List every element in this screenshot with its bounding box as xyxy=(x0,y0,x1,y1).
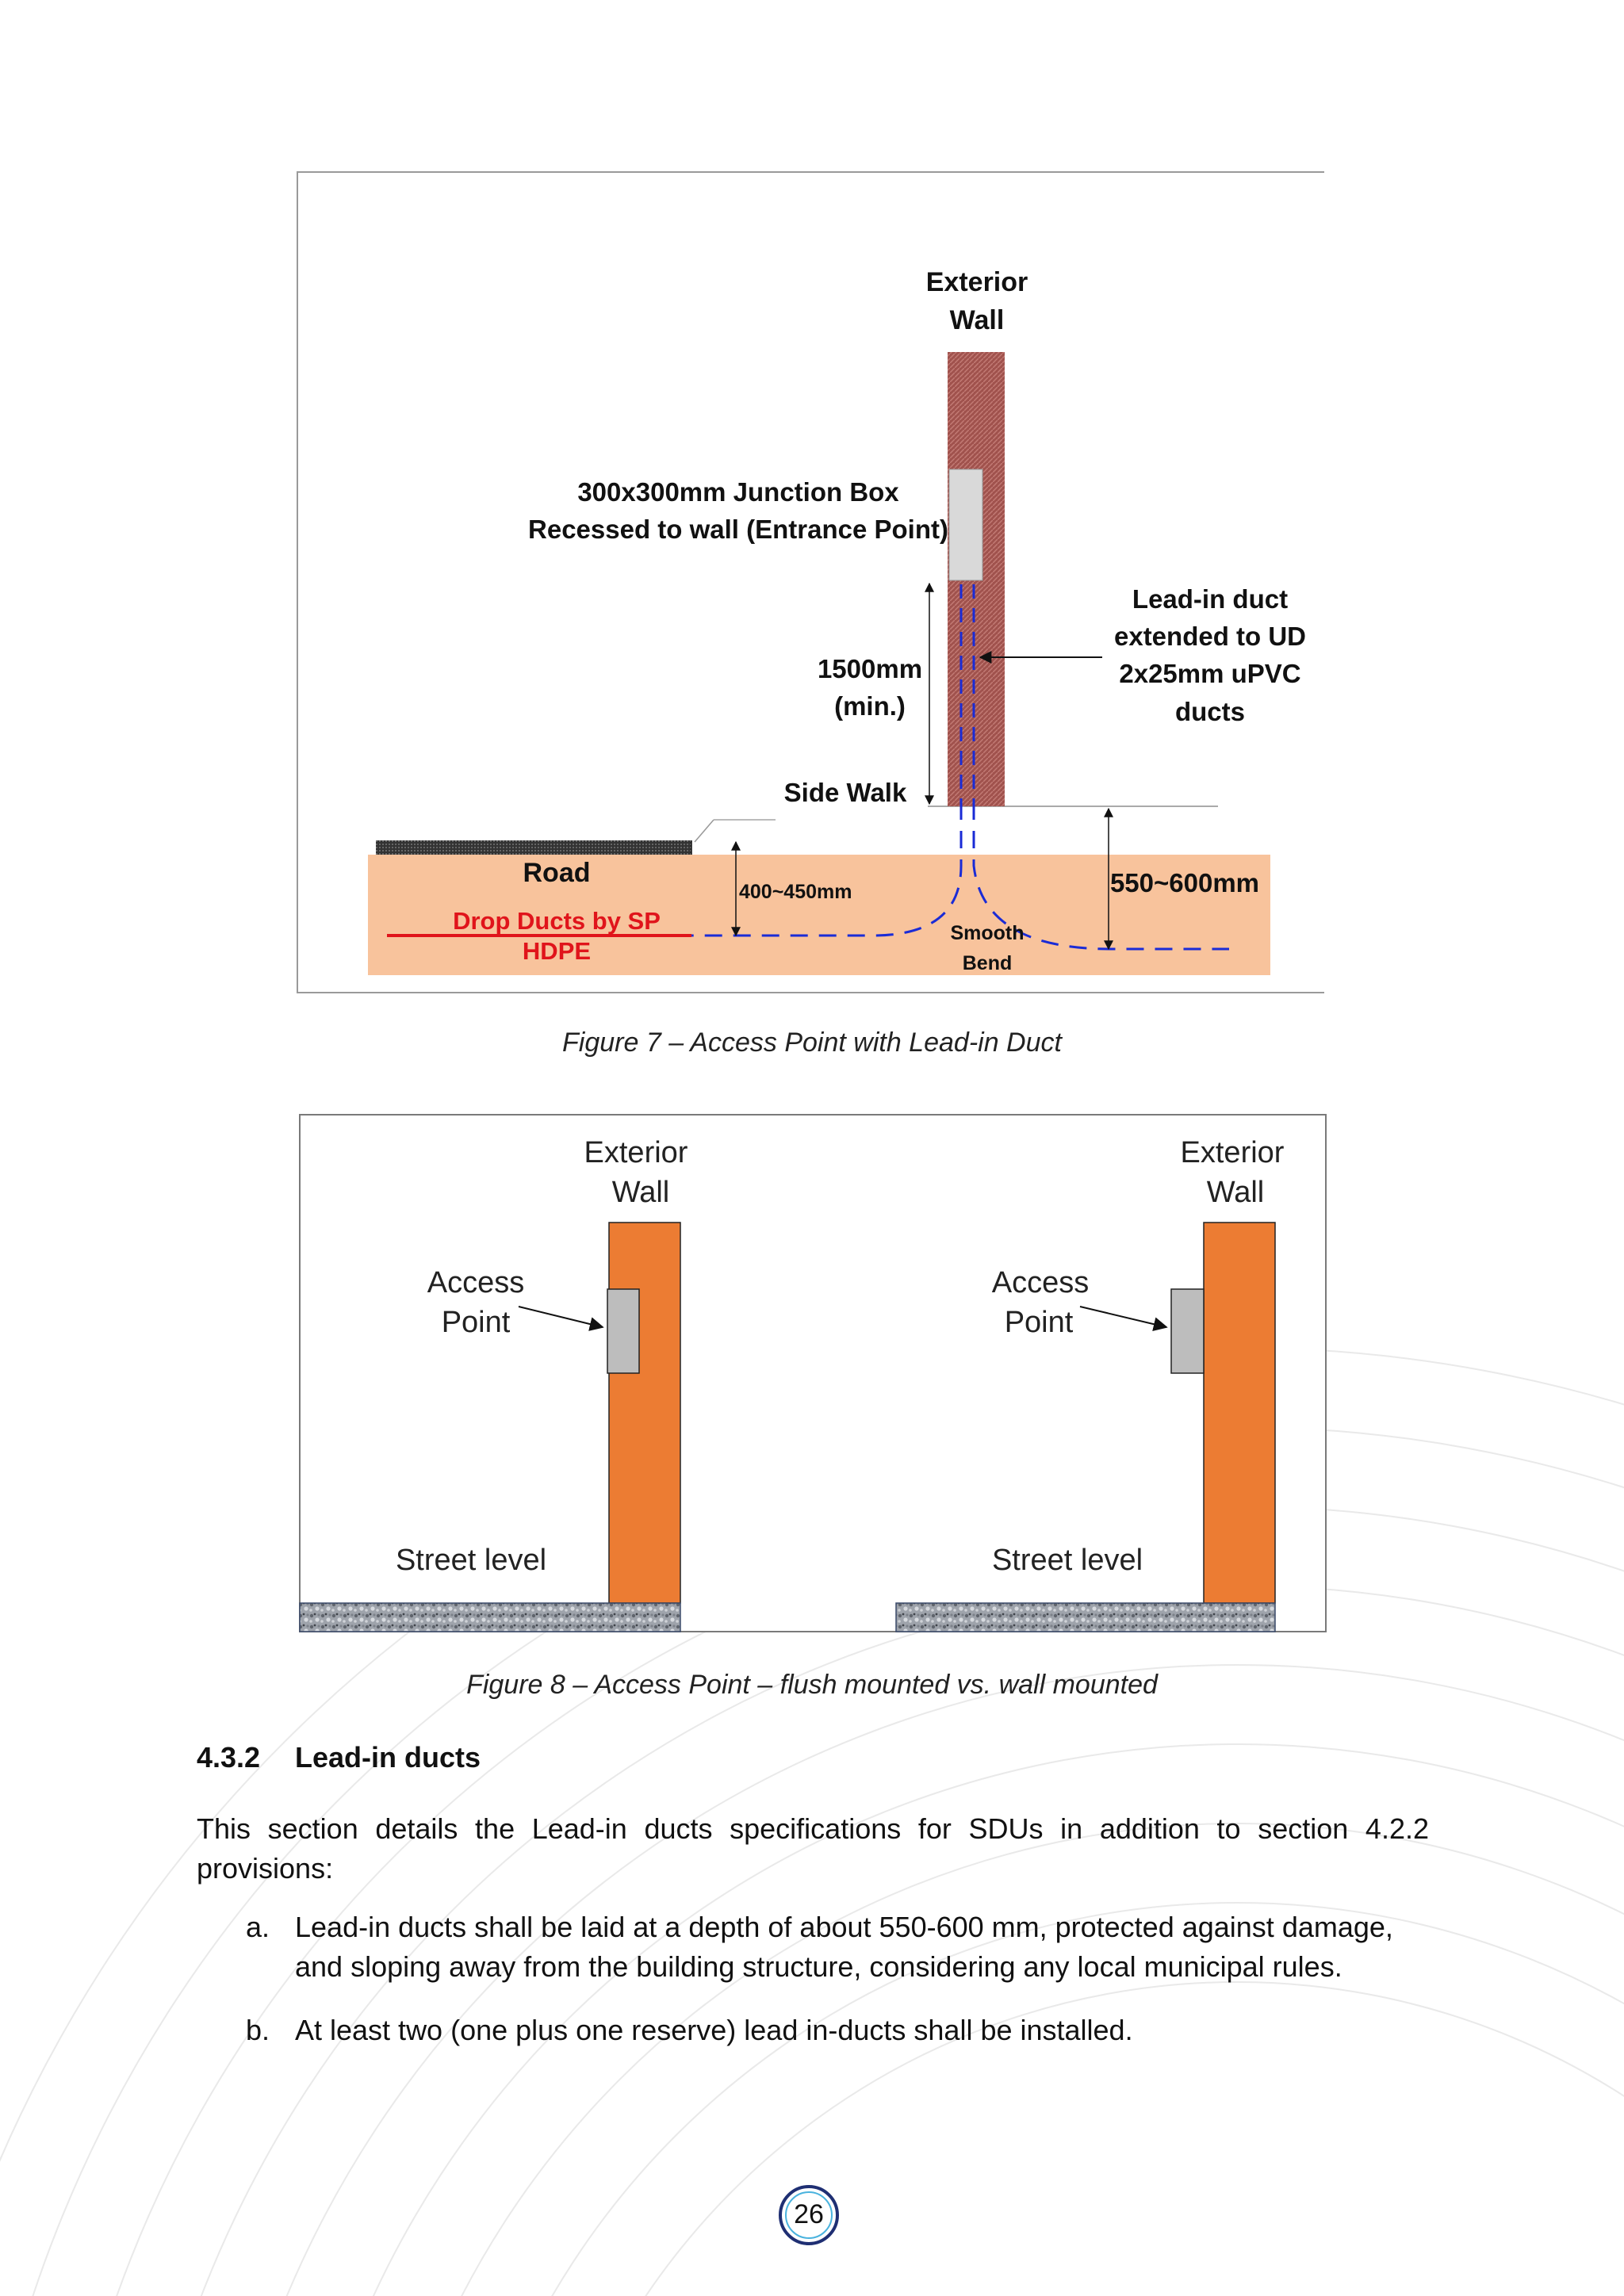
smooth-bend-label-2: Bend xyxy=(962,952,1013,974)
drop-ducts-label-1: Drop Ducts by SP xyxy=(453,907,661,935)
left-street-level xyxy=(300,1603,680,1632)
page-number: 26 xyxy=(779,2185,839,2245)
junction-box-label-1: 300x300mm Junction Box xyxy=(577,477,899,507)
road-label: Road xyxy=(523,858,591,888)
leadin-label-2: extended to UD xyxy=(1113,622,1307,651)
list-marker: a. xyxy=(246,1911,270,1943)
exterior-wall-label-1: Exterior xyxy=(925,267,1028,297)
junction-box xyxy=(949,469,982,580)
list-item-text: At least two (one plus one reserve) lead in-ducts shall be installed. xyxy=(295,2014,1133,2046)
section-number: 4.3.2 xyxy=(197,1741,261,1774)
depth-large-label: 550~600mm xyxy=(1109,868,1260,897)
leadin-label-4: ducts xyxy=(1174,697,1246,726)
section-heading xyxy=(197,1741,481,1774)
left-exterior-wall xyxy=(609,1223,680,1603)
left-access-label-2: Point xyxy=(441,1306,511,1339)
left-wall-label-1: Exterior xyxy=(584,1136,688,1169)
list-item xyxy=(246,2011,1435,2050)
list-marker: b. xyxy=(246,2014,270,2046)
left-wall-label-2: Wall xyxy=(611,1176,670,1209)
list-item xyxy=(246,1908,1435,1987)
left-access-point xyxy=(607,1289,639,1373)
right-exterior-wall xyxy=(1204,1223,1275,1603)
side-walk-label: Side Walk xyxy=(783,778,907,807)
smooth-bend-label-1: Smooth xyxy=(950,922,1025,944)
exterior-wall-label-2: Wall xyxy=(949,305,1005,335)
figure-8-caption: Figure 8 – Access Point – flush mounted vs. wall mounted xyxy=(466,1670,1158,1700)
left-street-label: Street level xyxy=(395,1544,547,1577)
list-item-text: Lead-in ducts shall be laid at a depth of about 550-600 mm, protected against damage, and sloping away from the building structure, considering any local municipal rules. xyxy=(295,1911,1393,1983)
right-access-point xyxy=(1171,1289,1204,1373)
right-street-label: Street level xyxy=(991,1544,1143,1577)
section-title: Lead-in ducts xyxy=(295,1741,481,1774)
figure-8-access-point-comparison xyxy=(298,1113,1327,1633)
leadin-label-1: Lead-in duct xyxy=(1132,584,1289,614)
height-label-2: (min.) xyxy=(834,691,906,721)
height-label-1: 1500mm xyxy=(817,654,923,683)
right-street-level xyxy=(896,1603,1275,1632)
section-intro: This section details the Lead-in ducts specifications for SDUs in addition to section 4.2.2 provisions: xyxy=(197,1812,1429,1885)
figure-7-access-point-diagram xyxy=(293,168,1332,1001)
junction-box-label-2: Recessed to wall (Entrance Point) xyxy=(528,515,948,544)
right-wall-label-2: Wall xyxy=(1206,1176,1265,1209)
left-access-label-1: Access xyxy=(427,1266,525,1299)
depth-small-label: 400~450mm xyxy=(739,881,852,903)
right-wall-label-1: Exterior xyxy=(1180,1136,1285,1169)
drop-ducts-label-2: HDPE xyxy=(522,937,592,965)
road-surface xyxy=(376,840,691,855)
right-access-label-2: Point xyxy=(1004,1306,1074,1339)
leadin-label-3: 2x25mm uPVC xyxy=(1119,659,1301,688)
figure-7-caption: Figure 7 – Access Point with Lead-in Duct xyxy=(562,1027,1062,1058)
right-access-label-1: Access xyxy=(991,1266,1090,1299)
